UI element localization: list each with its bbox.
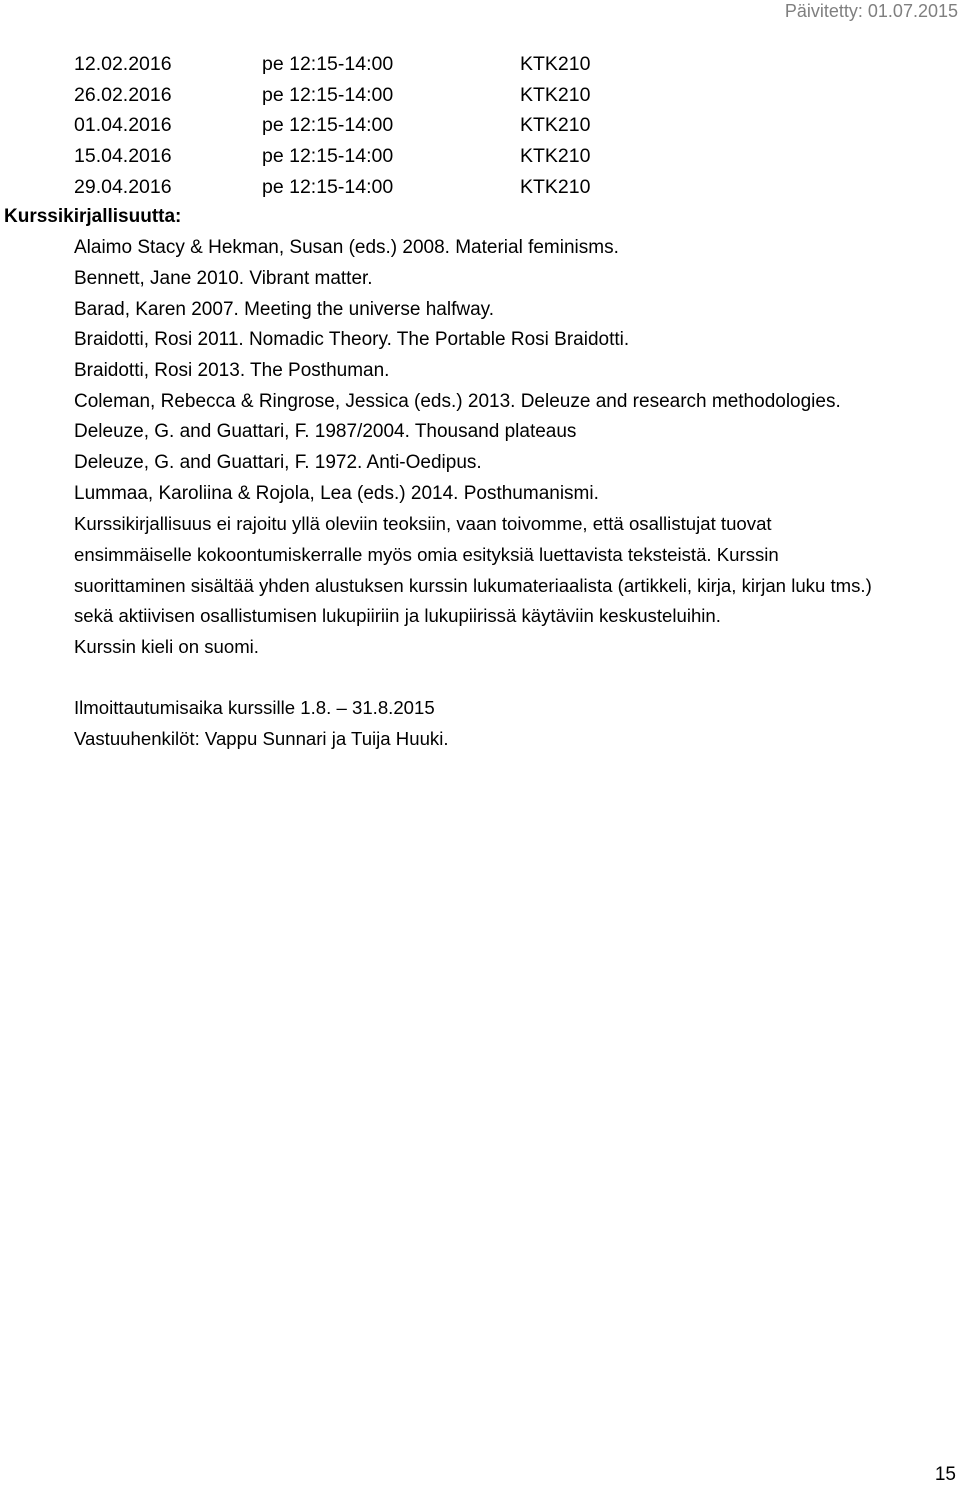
schedule-row: [0, 110, 960, 141]
responsible-persons: Vastuuhenkilöt: Vappu Sunnari ja Tuija Huuki.: [74, 728, 449, 750]
schedule-room: KTK210: [520, 145, 591, 168]
schedule-row: [0, 49, 960, 80]
schedule-date: 15.04.2016: [74, 145, 172, 168]
description-line: Kurssikirjallisuus ei rajoitu yllä oleviin teoksiin, vaan toivomme, että osallistujat tuovat: [74, 513, 772, 535]
description-line: sekä aktiivisen osallistumisen lukupiiriin ja lukupiirissä käytäviin keskusteluihin.: [74, 605, 721, 627]
document-page: [0, 49, 960, 755]
spacer: [0, 663, 960, 694]
literature-item: Deleuze, G. and Guattari, F. 1972. Anti-Oedipus.: [74, 451, 482, 473]
registration-period: Ilmoittautumisaika kurssille 1.8. – 31.8.2015: [74, 697, 435, 719]
schedule-time: pe 12:15-14:00: [262, 114, 394, 137]
schedule-date: 29.04.2016: [74, 175, 172, 198]
description-line: ensimmäiselle kokoontumiskerralle myös omia esityksiä luettavista teksteistä. Kurssin: [74, 544, 779, 565]
page-number: 15: [934, 1464, 956, 1485]
literature-item: Braidotti, Rosi 2013. The Posthuman.: [74, 359, 390, 381]
literature-item: Barad, Karen 2007. Meeting the universe halfway.: [74, 298, 495, 320]
literature-item: Deleuze, G. and Guattari, F. 1987/2004. Thousand plateaus: [74, 421, 577, 443]
schedule-room: KTK210: [520, 53, 591, 75]
schedule-room: KTK210: [520, 83, 591, 106]
schedule-date: 12.02.2016: [74, 53, 172, 75]
schedule-date: 01.04.2016: [74, 114, 172, 137]
schedule-time: pe 12:15-14:00: [262, 53, 394, 75]
schedule-time: pe 12:15-14:00: [262, 83, 394, 106]
schedule-row: [0, 80, 960, 111]
literature-item: Coleman, Rebecca & Ringrose, Jessica (eds.) 2013. Deleuze and research methodologies.: [74, 390, 841, 412]
literature-item: Braidotti, Rosi 2011. Nomadic Theory. The Portable Rosi Braidotti.: [74, 329, 630, 351]
schedule-time: pe 12:15-14:00: [262, 175, 394, 198]
schedule-time: pe 12:15-14:00: [262, 145, 394, 168]
literature-item: Alaimo Stacy & Hekman, Susan (eds.) 2008. Material feminisms.: [74, 237, 619, 259]
schedule-date: 26.02.2016: [74, 83, 172, 106]
schedule-row: [0, 172, 960, 203]
schedule-room: KTK210: [520, 175, 591, 198]
schedule-room: KTK210: [520, 114, 591, 137]
updated-date: Päivitetty: 01.07.2015: [784, 1, 958, 21]
literature-item: Bennett, Jane 2010. Vibrant matter.: [74, 267, 373, 289]
literature-heading: Kurssikirjallisuutta:: [4, 206, 182, 228]
schedule-row: [0, 141, 960, 172]
description-line: suorittaminen sisältää yhden alustuksen kurssin lukumateriaalista (artikkeli, kirja, kirjan luku tms.): [74, 574, 872, 596]
description-line: Kurssin kieli on suomi.: [74, 636, 259, 658]
literature-item: Lummaa, Karoliina & Rojola, Lea (eds.) 2014. Posthumanismi.: [74, 482, 599, 504]
